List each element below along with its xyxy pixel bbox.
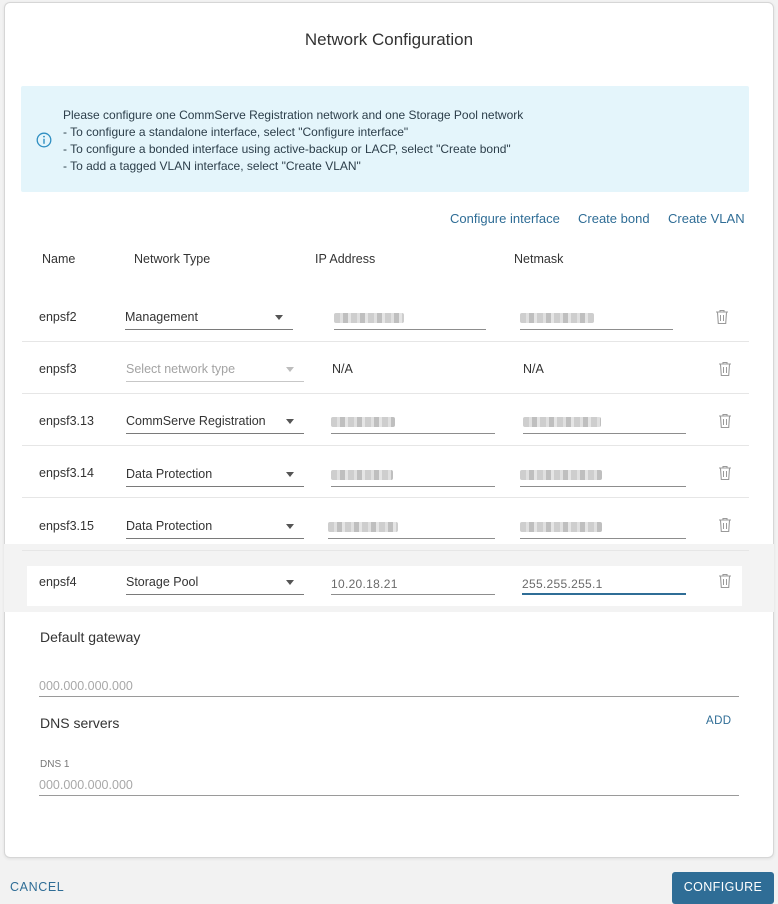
redacted-ip: [328, 522, 398, 532]
redacted-netmask: [520, 522, 602, 532]
info-line: - To configure a bonded interface using active-backup or LACP, select "Create bond": [63, 142, 511, 156]
ip-address-input[interactable]: [334, 308, 486, 330]
network-type-placeholder: Select network type: [126, 362, 236, 376]
redacted-netmask: [520, 313, 594, 323]
cancel-button[interactable]: CANCEL: [10, 880, 65, 894]
netmask-input[interactable]: [522, 573, 686, 595]
network-type-select[interactable]: [126, 517, 304, 539]
netmask-input[interactable]: [520, 465, 686, 487]
network-type-value: Storage Pool: [126, 575, 199, 589]
redacted-ip: [334, 313, 404, 323]
dns-servers-label: DNS servers: [40, 715, 120, 731]
column-header-ip-address: IP Address: [315, 252, 376, 266]
ip-address-value: N/A: [332, 362, 353, 376]
interface-name: enpsf3.13: [39, 414, 94, 428]
trash-icon[interactable]: [718, 465, 732, 481]
column-header-network-type: Network Type: [134, 252, 211, 266]
configure-interface-link[interactable]: Configure interface: [450, 211, 560, 226]
ip-address-value: 10.20.18.21: [331, 577, 398, 591]
dns-1-input[interactable]: [39, 772, 739, 796]
create-bond-link[interactable]: Create bond: [578, 211, 650, 226]
dns-1-label: DNS 1: [40, 759, 70, 770]
default-gateway-placeholder: 000.000.000.000: [39, 679, 133, 693]
redacted-netmask: [523, 417, 601, 427]
configure-button[interactable]: CONFIGURE: [672, 872, 774, 904]
ip-address-input[interactable]: [328, 517, 495, 539]
trash-icon[interactable]: [715, 309, 729, 325]
network-type-value: Management: [125, 310, 198, 324]
info-icon: [36, 132, 52, 148]
chevron-down-icon: [286, 580, 294, 585]
trash-icon[interactable]: [718, 573, 732, 589]
info-banner: [21, 86, 749, 192]
redacted-ip: [331, 417, 395, 427]
network-type-select[interactable]: [125, 308, 293, 330]
interface-name: enpsf4: [39, 575, 77, 589]
column-header-netmask: Netmask: [514, 252, 564, 266]
chevron-down-icon: [286, 524, 294, 529]
info-line: - To add a tagged VLAN interface, select "Create VLAN": [63, 159, 361, 173]
netmask-input[interactable]: [520, 517, 686, 539]
redacted-netmask: [520, 470, 602, 480]
network-type-select[interactable]: [126, 465, 304, 487]
interface-name: enpsf2: [39, 310, 77, 324]
netmask-input[interactable]: [520, 308, 673, 330]
netmask-input[interactable]: [523, 412, 686, 434]
interface-name: enpsf3.14: [39, 466, 94, 480]
chevron-down-icon: [286, 367, 294, 372]
ip-address-input[interactable]: [331, 412, 495, 434]
chevron-down-icon: [286, 472, 294, 477]
trash-icon[interactable]: [718, 413, 732, 429]
add-dns-button[interactable]: ADD: [706, 715, 732, 727]
default-gateway-input[interactable]: [39, 673, 739, 697]
dialog-title: Network Configuration: [304, 30, 474, 49]
network-type-select[interactable]: [126, 360, 304, 382]
network-type-value: Data Protection: [126, 467, 213, 481]
info-line: - To configure a standalone interface, select "Configure interface": [63, 125, 409, 139]
network-type-select[interactable]: [126, 573, 304, 595]
dns-1-placeholder: 000.000.000.000: [39, 778, 133, 792]
network-type-value: CommServe Registration: [126, 414, 266, 428]
trash-icon[interactable]: [718, 361, 732, 377]
trash-icon[interactable]: [718, 517, 732, 533]
chevron-down-icon: [286, 419, 294, 424]
network-type-select[interactable]: [126, 412, 304, 434]
chevron-down-icon: [275, 315, 283, 320]
netmask-value: N/A: [523, 362, 544, 376]
column-header-name: Name: [42, 252, 76, 266]
ip-address-input[interactable]: [331, 573, 495, 595]
default-gateway-label: Default gateway: [40, 629, 141, 645]
interface-name: enpsf3.15: [39, 519, 94, 533]
info-line: Please configure one CommServe Registration network and one Storage Pool network: [63, 108, 524, 122]
redacted-ip: [331, 470, 393, 480]
create-vlan-link[interactable]: Create VLAN: [668, 211, 745, 226]
ip-address-input[interactable]: [331, 465, 495, 487]
netmask-value: 255.255.255.1: [522, 577, 603, 591]
network-type-value: Data Protection: [126, 519, 213, 533]
interface-name: enpsf3: [39, 362, 77, 376]
